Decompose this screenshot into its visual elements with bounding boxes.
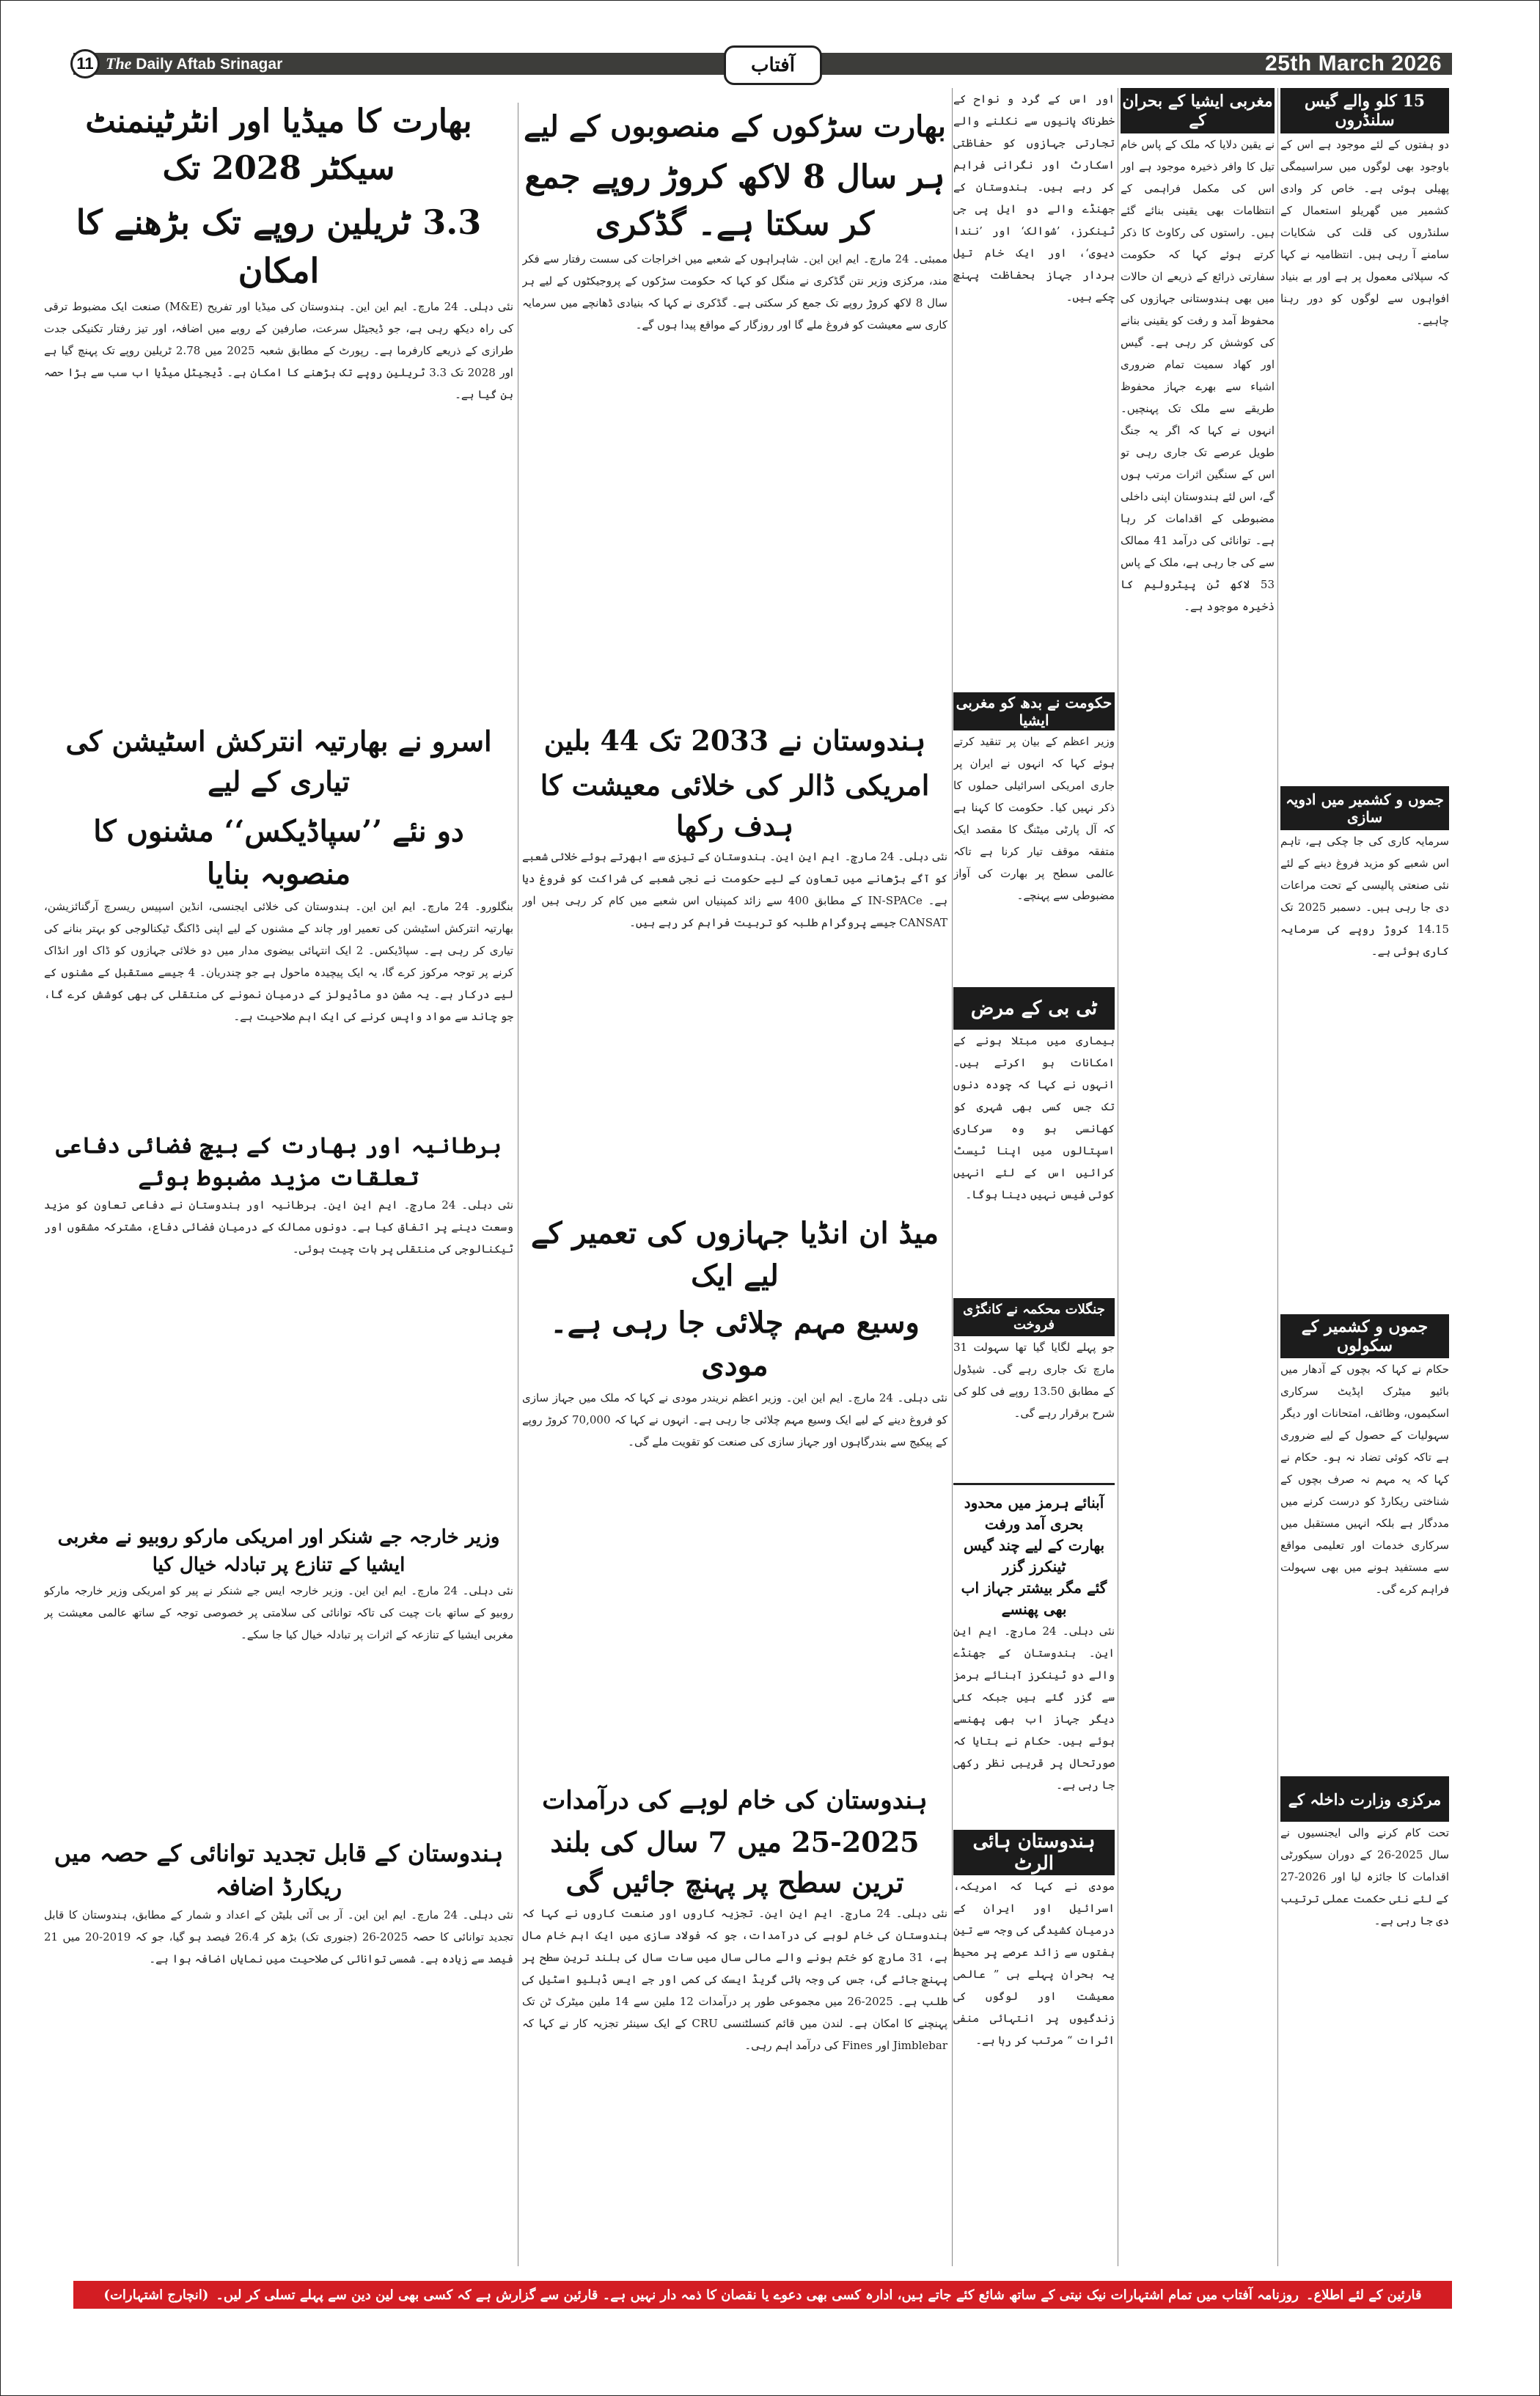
headline-shipbuilding-l2: وسیع مہم چلائی جا رہی ہے۔ مودی xyxy=(550,1305,920,1382)
paper-name-prefix: The xyxy=(106,54,132,73)
newspaper-name xyxy=(106,54,282,73)
article-gadkari-body: ممبئی۔ 24 مارچ۔ ایم این این۔ شاہراہوں کے شعبے میں اخراجات کی سست رفتار سے فکر مند، مرکزی وزیر نتن گڈکری نے منگل کو کہا کہ حکومت سڑکوں کے پروجیکٹوں کے لیے ہر سال 8 لاکھ کروڑ روپے تک جمع کر سکتی ہے۔ گڈکری نے کہا کہ بنیادی ڈھانچے میں سرمایہ کاری سے معیشت کو فروغ ملے گا اور روزگار کے مواقع پیدا ہوں گے۔ xyxy=(522,252,947,331)
column-divider xyxy=(1277,88,1278,2266)
headline-iron-ore-l1: ہندوستان کی خام لوہے کی درآمدات xyxy=(542,1785,928,1815)
section-box-gas-cylinders: 15 کلو والے گیس سلنڈروں xyxy=(1280,88,1449,133)
newspaper-logo: آفتاب xyxy=(724,45,822,85)
advertisement-disclaimer-footer xyxy=(73,2281,1452,2309)
issue-date: 25th March 2026 xyxy=(1265,51,1442,76)
right-col-c xyxy=(1280,88,1449,2144)
footer-signature: (انچارج اشتہارات) xyxy=(103,2287,209,2303)
article-iron-ore-body: نئی دہلی۔ 24 مارچ۔ ایم این این۔ تجزیہ کاروں اور صنعت کاروں نے کہا کہ ہندوستان کی خام لوہے کی درآمدات، جو کہ فولاد سازی میں ایک اہم خام مال ہے، 31 مارچ کو ختم ہونے والے مالی سال میں سات سال کی بلند ترین سطح پر پہنچ جائے گی، جس کی وجہ ہائی گریڈ ایسک کی کمی اور جے ایس ڈبلیو اسٹیل کی طلب ہے۔ 2025-26 میں مجموعی طور پر درآمدات 12 ملین سے 14 ملین میٹرک ٹن تک پہنچنے کا امکان ہے۔ لندن میں قائم کنسلٹنسی CRU کے ایک سینئر تجزیہ کار نے کہا کہ Jimblebar اور Fines کی درآمد اہم رہی۔ xyxy=(522,1907,947,2053)
subhead-hormuz-3: بھارت کے لیے چند گیس ٹینکرز گزر xyxy=(963,1536,1105,1575)
right-col-a xyxy=(953,88,1115,2286)
headline-space-economy-l2: امریکی ڈالر کی خلائی معیشت کا ہدف رکھا xyxy=(540,768,930,842)
section-box-jk-schools: جموں و کشمیر کے سکولوں xyxy=(1280,1314,1449,1358)
article-west-asia-crisis-body: نے یقین دلایا کہ ملک کے پاس خام تیل کا وافر ذخیرہ موجود ہے اور اس کی مکمل فراہمی کے انتظامات بھی یقینی بنائے گئے ہیں۔ راستوں کی رکاوٹ کا ذکر کرتے ہوئے کہا کہ حکومت سفارتی ذرائع کے ذریعے ان حالات میں بھی ہندوستانی جہازوں کی محفوظ آمد و رفت کو یقینی بنانے کی کوشش کر رہی ہے۔ گیس اور کھاد سمیت تمام ضروری اشیاء سے بھرے جہاز محفوظ طریقے سے ملک تک پہنچیں۔ انہوں نے کہا کہ اگر یہ جنگ طویل عرصے تک جاری رہی تو اس کے سنگین اثرات مرتب ہوں گے، اس لئے ہندوستان اپنی داخلی مضبوطی کے اقدامات کر رہا ہے۔ توانائی کی درآمد 41 ممالک سے کی جا رہی ہے، ملک کے پاس 53 لاکھ ٹن پیٹرولیم کا ذخیرہ موجود ہے۔ xyxy=(1121,138,1275,613)
section-box-high-alert: ہندوستان ہائی الرٹ xyxy=(953,1830,1115,1875)
article-govt-west-asia-body: وزیر اعظم کے بیان پر تنقید کرتے ہوئے کہا کہ انہوں نے ایران پر جاری امریکی اسرائیلی حملوں کا ذکر نہیں کیا۔ حکومت کا کہنا ہے کہ آل پارٹی میٹنگ کا مقصد ایک متفقہ موقف تیار کرنا ہے تاکہ عالمی سطح پر بھارت کی آواز مضبوطی سے پہنچے۔ xyxy=(953,735,1115,902)
headline-media-sector-l2: 3.3 ٹریلین روپے تک بڑھنے کا امکان xyxy=(76,202,482,291)
page-number-badge: 11 xyxy=(70,49,100,78)
article-home-ministry-body: تحت کام کرنے والی ایجنسیوں نے سال 2025-26 کے دوران سیکورٹی اقدامات کا جائزہ لیا اور 2026-27 کے لئے نئی حکمت عملی ترتیب دی جا رہی ہے۔ xyxy=(1280,1826,1449,1927)
right-col-b xyxy=(1121,88,1275,2246)
subhead-hormuz-2: بحری آمد ورفت xyxy=(984,1515,1084,1533)
article-hormuz-intro: اور اس کے گرد و نواح کے خطرناک پانیوں سے نکلنے والے تجارتی جہازوں کو حفاظتی اسکارٹ اور نگرانی فراہم کر رہے ہیں۔ ہندوستان کے جھنڈے والے دو ایل پی جی ٹینکرز، ’شوالک‘ اور ’نندا دیوی‘، اور ایک خام تیل بردار جہاز بحفاظت پہنچ چکے ہیں۔ xyxy=(953,92,1115,304)
center-column xyxy=(522,88,947,2313)
headline-gadkari-l2: ہر سال 8 لاکھ کروڑ روپے جمع کر سکتا ہے۔ گڈکری xyxy=(524,158,945,243)
article-media-sector-body: نئی دہلی۔ 24 مارچ۔ ایم این این۔ ہندوستان کی میڈیا اور تفریح (M&E) صنعت ایک مضبوط ترقی کی راہ دیکھ رہی ہے، جو ڈیجیٹل سرعت، صارفین کے رویے میں اضافہ، اور تیز رفتار تکنیکی جدت طرازی کے ذریعے کارفرما ہے۔ رپورٹ کے مطابق شعبہ 2025 میں 2.78 ٹریلین روپے تک پہنچ گیا ہے اور 2028 تک 3.3 ٹریلین روپے تک بڑھنے کا امکان ہے۔ ڈیجیٹل میڈیا اب سب سے بڑا حصہ بن گیا ہے۔ xyxy=(44,299,513,401)
headline-shipbuilding-l1: میڈ ان انڈیا جہازوں کی تعمیر کے لیے ایک xyxy=(530,1215,939,1293)
article-renewable-body: نئی دہلی۔ 24 مارچ۔ ایم این این۔ آر بی آئی بلیٹن کے اعداد و شمار کے مطابق، ہندوستان کا قابل تجدید توانائی کا حصہ 2025-26 (جنوری تک) بڑھ کر 26.4 فیصد ہو گیا، جو کہ 2019-20 میں 21 فیصد سے زیادہ ہے۔ شمسی توانائی کی صلاحیت میں نمایاں اضافہ ہوا ہے۔ xyxy=(44,1908,513,1966)
headline-media-sector-l1: بھارت کا میڈیا اور انٹرٹینمنٹ سیکٹر 2028 تک xyxy=(85,103,472,187)
section-box-govt-west-asia: حکومت نے بدھ کو مغربی ایشیا xyxy=(953,692,1115,730)
section-box-west-asia-crisis: مغربی ایشیا کے بحران کے xyxy=(1121,88,1275,133)
headline-space-economy-l1: ہندوستان نے 2033 تک 44 بلین xyxy=(543,723,926,757)
headline-iron-ore-l2: 25-2025 میں 7 سال کی بلند ترین سطح پر پہنچ جائیں گی xyxy=(550,1825,920,1899)
article-gas-cylinders-body: دو ہفتوں کے لئے موجود ہے اس کے باوجود بھی لوگوں میں سراسیمگی پھیلی ہوئی ہے۔ خاص کر وادی کشمیر میں گھریلو استعمال کے سلنڈروں کی قلت کی شکایات سامنے آ رہی ہیں۔ انتظامیہ نے کہا کہ سپلائی معمول پر ہے اور بے بنیاد افواہوں سے لوگوں کو دور رہنا چاہیے۔ xyxy=(1280,138,1449,327)
section-box-forest-dept: جنگلات محکمہ نے کانگڑی فروخت xyxy=(953,1298,1115,1336)
article-isro-body: بنگلورو۔ 24 مارچ۔ ایم این این۔ ہندوستان کی خلائی ایجنسی، انڈین اسپیس ریسرچ آرگنائزیشن، بھارتیہ انترکش اسٹیشن کی تعمیر اور چاند کے مشنوں کے لیے اپنی ڈاکنگ ٹیکنالوجی کو بہتر بنانے کی تیاری کر رہی ہے۔ سپاڈیکس۔ 2 ایک انتہائی بیضوی مدار میں دو خلائی جہازوں کو ڈاک اور انڈاک کرنے پر توجہ مرکوز کرے گا، یہ ایک پیچیدہ ماحول ہے جو چندریان۔ 4 جیسے مستقبل کے مشنوں کے لیے درکار ہے۔ یہ مشن دو ماڈیولز کے درمیان نمونے کی منتقلی کی بھی کوشش کرے گا، جو چاند سے مواد واپس کرنے کی ایک اہم صلاحیت ہے۔ xyxy=(44,900,513,1024)
headline-gadkari-l1: بھارت سڑکوں کے منصوبوں کے لیے xyxy=(524,109,946,144)
article-tb-body: بیماری میں مبتلا ہونے کے امکانات ہو اکرتے ہیں۔ انہوں نے کہا کہ چودہ دنوں تک جس کسی بھی شہری کو کھانسی ہو وہ سرکاری اسپتالوں میں اپنا ٹیسٹ کرائیں اس کے لئے انہیں کوئی فیس نہیں دینا ہوگا۔ xyxy=(953,1034,1115,1201)
column-divider xyxy=(952,88,953,2266)
masthead-left xyxy=(73,53,282,75)
article-jaishankar-body: نئی دہلی۔ 24 مارچ۔ ایم این این۔ وزیر خارجہ ایس جے شنکر نے پیر کو امریکی وزیر خارجہ مارکو روبیو کے ساتھ بات چیت کی تاکہ توانائی کی سلامتی پر خصوصی توجہ کے ساتھ عالمی معیشت پر مغربی ایشیا کے تنازعہ کے اثرات پر تبادلہ خیال کیا جا سکے۔ xyxy=(44,1583,513,1641)
subhead-hormuz-1: آبنائے ہرمز میں محدود xyxy=(964,1494,1104,1512)
section-box-home-ministry: مرکزی وزارت داخلہ کے xyxy=(1280,1776,1449,1822)
headline-uk-india-defence: برطانیہ اور بھارت کے بیچ فضائی دفاعی تعلقات مزید مضبوط ہوئے xyxy=(56,1133,502,1191)
article-jk-pharma-body: سرمایہ کاری کی جا چکی ہے، تاہم اس شعبے کو مزید فروغ دینے کے لئے نئی صنعتی پالیسی کے تحت مراعات دی جا رہی ہیں۔ دسمبر 2025 تک 14.15 کروڑ روپے کی سرمایہ کاری ہوئی ہے۔ xyxy=(1280,835,1449,958)
article-shipbuilding-body: نئی دہلی۔ 24 مارچ۔ ایم این این۔ وزیر اعظم نریندر مودی نے کہا کہ ملک میں جہاز سازی کو فروغ دینے کے لیے ایک وسیع مہم چلائی جا رہی ہے۔ انہوں نے کہا کہ 70,000 کروڑ روپے کے پیکیج سے بندرگاہوں اور جہاز سازی کی صنعت کو تقویت ملے گی۔ xyxy=(522,1391,947,1448)
headline-isro-l2: دو نئے ’’سپاڈیکس‘‘ مشنوں کا منصوبہ بنایا xyxy=(93,814,464,892)
article-space-economy-body: نئی دہلی۔ 24 مارچ۔ ایم این این۔ ہندوستان کے تیزی سے ابھرتے ہوئے خلائی شعبے کو آگے بڑھانے میں تعاون کے لیے حکومت نے نجی شعبے کی شراکت کو فروغ دیا ہے۔ IN-SPACe کے مطابق 400 سے زائد کمپنیاں اس شعبے میں کام کر رہی ہیں اور CANSAT جیسے پروگرام طلبہ کو تربیت فراہم کر رہے ہیں۔ xyxy=(522,849,947,929)
footer-lead: قارئین کے لئے اطلاع۔ xyxy=(1305,2287,1422,2303)
subhead-hormuz-4: گئے مگر بیشتر جہاز اب بھی پھنسے xyxy=(961,1579,1107,1618)
headline-jaishankar-rubio: وزیر خارجہ جے شنکر اور امریکی مارکو روبیو نے مغربی ایشیا کے تنازع پر تبادلہ خیال کیا xyxy=(57,1526,500,1576)
footer-text: روزنامہ آفتاب میں تمام اشتہارات نیک نیتی کے ساتھ شائع کئے جاتے ہیں، ادارہ کسی بھی دعوے یا نقصان کا ذمہ دار نہیں ہے۔ قارئین سے گزارش ہے کہ کسی بھی لین دین سے پہلے تسلی کر لیں۔ xyxy=(216,2287,1299,2303)
article-high-alert-body: مودی نے کہا کہ امریکہ، اسرائیل اور ایران کے درمیان کشیدگی کی وجہ سے تین ہفتوں سے زائد عرصے پر محیط یہ بحران پہلے ہی ” عالمی معیشت اور لوگوں کی زندگیوں پر انتہائی منفی اثرات “ مرتب کر رہا ہے۔ xyxy=(953,1880,1115,2047)
left-column xyxy=(44,88,513,2329)
article-forest-body: جو پہلے لگایا گیا تھا سہولت 31 مارچ تک جاری رہے گی۔ شیڈول کے مطابق 13.50 روپے فی کلو کی شرح برقرار رہے گی۔ xyxy=(953,1341,1115,1420)
headline-isro-l1: اسرو نے بھارتیہ انترکش اسٹیشن کی تیاری کے لیے xyxy=(65,724,492,799)
article-hormuz-body: نئی دہلی۔ 24 مارچ۔ ایم این این۔ ہندوستان کے جھنڈے والے دو ٹینکرز آبنائے ہرمز سے گزر گئے ہیں جبکہ کئی دیگر جہاز اب بھی پھنسے ہوئے ہیں۔ حکام نے بتایا کہ صورتحال پر قریبی نظر رکھی جا رہی ہے۔ xyxy=(953,1624,1115,1792)
article-jk-schools-body: حکام نے کہا کہ بچوں کے آدھار میں بائیو میٹرک اپڈیٹ سرکاری اسکیموں، وظائف، امتحانات اور دیگر سہولیات کے حصول کے لیے ضروری ہے تاکہ کوئی تضاد نہ ہو۔ حکام نے کہا کہ یہ مہم نہ صرف بچوں کے شناختی ریکارڈ کو درست کرنے میں مددگار ہے بلکہ انہیں مستقبل میں سرکاری خدمات اور تعلیمی مواقع سے مستفید ہونے میں بھی سہولت فراہم کرے گی۔ xyxy=(1280,1363,1449,1596)
article-uk-india-body: نئی دہلی۔ 24 مارچ۔ ایم این این۔ برطانیہ اور ہندوستان نے دفاعی تعاون کو مزید وسعت دینے پر اتفاق کیا ہے۔ دونوں ممالک کے درمیان فضائی دفاع، مشترکہ مشقوں اور ٹیکنالوجی کی منتقلی پر بات چیت ہوئی۔ xyxy=(44,1198,513,1256)
section-rule xyxy=(953,1483,1115,1485)
section-box-tb-disease: ٹی بی کے مرض xyxy=(953,987,1115,1030)
section-box-jk-pharma: جموں و کشمیر میں ادویہ سازی xyxy=(1280,786,1449,830)
headline-renewable-energy: ہندوستان کے قابل تجدید توانائی کے حصہ میں ریکارڈ اضافہ xyxy=(54,1839,504,1901)
paper-name-text: Daily Aftab Srinagar xyxy=(136,56,283,73)
